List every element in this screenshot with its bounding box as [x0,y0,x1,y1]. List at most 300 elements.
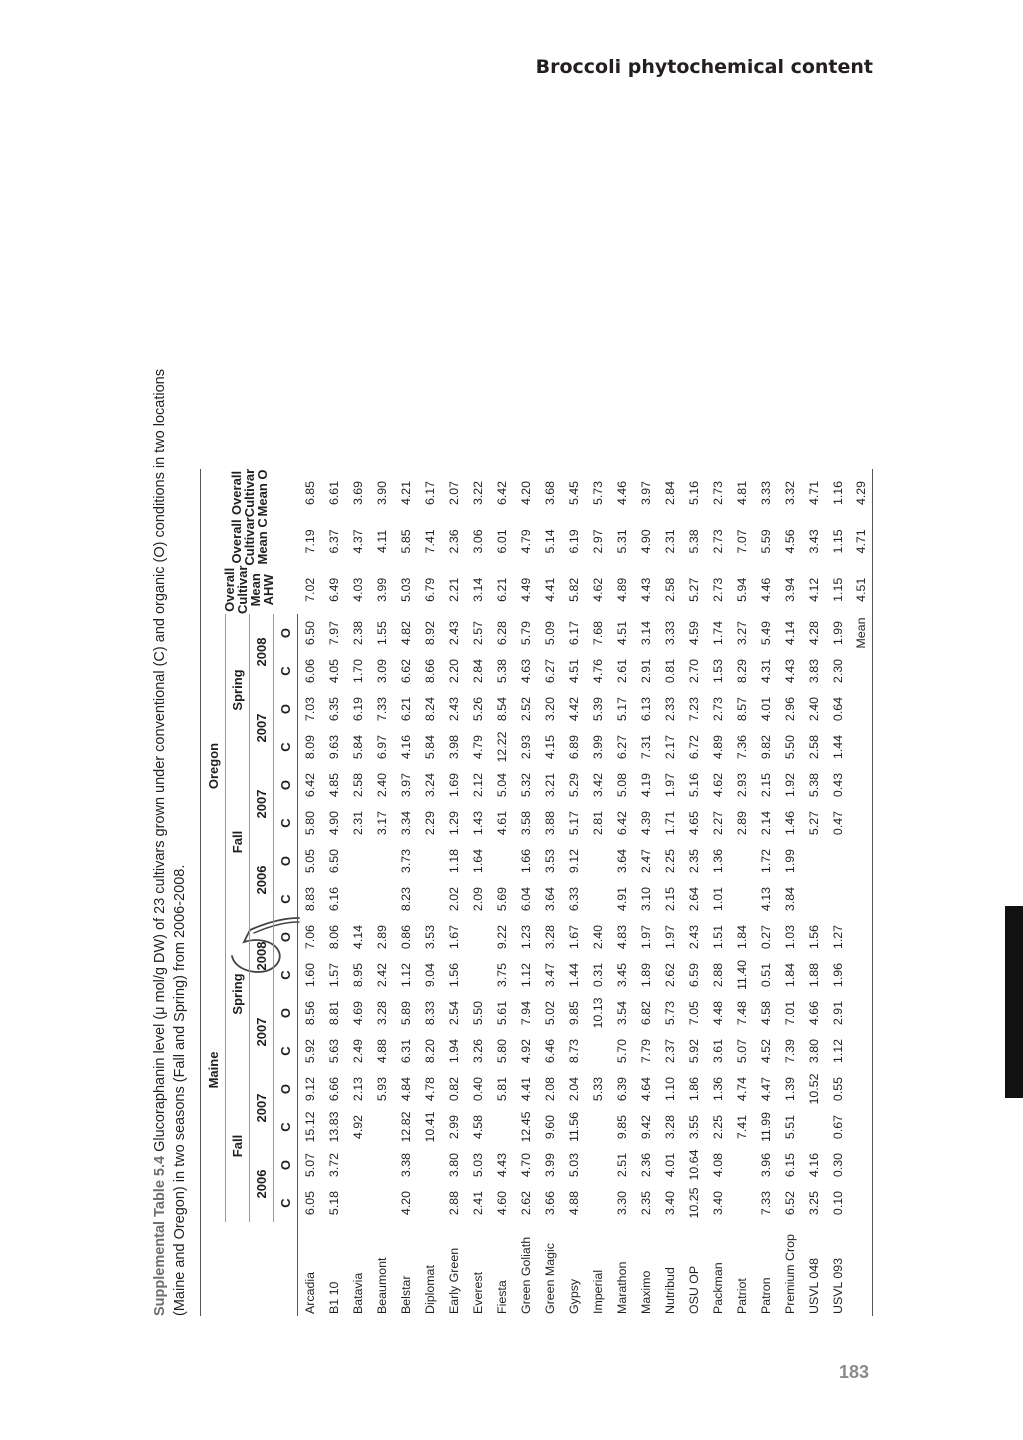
value-cell: 3.66 [543,1190,557,1216]
season-header: Fall [226,766,250,918]
value-cell: 4.61 [495,810,509,836]
value-cell: 5.04 [495,772,509,798]
value-cell: 1.16 [831,480,845,506]
value-cell: 1.10 [663,1076,677,1102]
value-cell: 6.42 [615,810,629,836]
table-row [586,469,610,1316]
value-cell: 5.18 [327,1190,341,1216]
value-cell: 3.80 [447,1152,461,1178]
value-cell [802,880,826,918]
value-cell: 4.85 [327,772,341,798]
value-cell: 15.12 [303,1111,317,1143]
value-cell: 2.42 [375,962,389,988]
value-cell: 8.54 [495,696,509,722]
value-cell: 2.84 [471,658,485,684]
value-cell: 6.31 [399,1038,413,1064]
mean-value: 4.71 [850,517,873,565]
value-cell [826,880,850,918]
value-cell: 2.35 [639,1190,653,1216]
value-cell: 5.32 [519,772,533,798]
value-cell: 5.85 [399,529,413,554]
value-cell: 2.73 [711,696,725,722]
value-cell: 5.84 [423,734,437,760]
value-cell: 6.66 [327,1076,341,1102]
value-cell: 7.33 [759,1190,773,1216]
value-cell: 4.78 [423,1076,437,1102]
value-cell: 4.16 [399,734,413,760]
value-cell: 4.05 [327,658,341,684]
value-cell: 3.99 [543,1152,557,1178]
cultivar-name: Marathon [615,1261,629,1314]
value-cell: 6.50 [327,848,341,874]
table-caption [150,336,190,1316]
treatment-header: O [274,842,298,880]
value-cell [802,1108,826,1146]
value-cell: 5.79 [519,620,533,646]
value-cell: 1.71 [663,810,677,836]
value-cell: 8.20 [423,1038,437,1064]
value-cell: 6.21 [399,696,413,722]
value-cell: 3.40 [663,1190,677,1216]
value-cell: 6.61 [327,480,341,506]
value-cell: 4.51 [567,658,581,684]
value-cell [730,880,754,918]
value-cell: 4.63 [519,658,533,684]
value-cell: 2.25 [711,1114,725,1140]
value-cell: 5.14 [543,529,557,554]
value-cell: 3.28 [375,1000,389,1026]
empty-cell [850,1108,873,1146]
cultivar-name: Arcadia [303,1271,317,1314]
value-cell: 1.89 [639,962,653,988]
value-cell: 5.03 [471,1152,485,1178]
cultivar-name: Green Magic [543,1243,557,1314]
cultivar-name: Fiesta [495,1280,509,1314]
value-cell: 4.52 [759,1038,773,1064]
value-cell: 1.15 [831,577,845,602]
treatment-header: C [274,728,298,766]
value-cell: 4.31 [759,658,773,684]
value-cell: 1.03 [783,924,797,950]
value-cell: 12.45 [519,1111,533,1143]
value-cell: 3.28 [663,1114,677,1140]
value-cell: 1.01 [711,886,725,912]
value-cell: 5.50 [471,1000,485,1026]
value-cell: 8.56 [303,1000,317,1026]
value-cell: 2.81 [591,810,605,836]
value-cell: 4.20 [519,480,533,506]
value-cell: 5.50 [783,734,797,760]
value-cell: 4.76 [591,658,605,684]
value-cell: 2.51 [615,1152,629,1178]
cultivar-name: Patriot [735,1278,749,1314]
value-cell: 3.99 [591,734,605,760]
value-cell: 4.43 [495,1152,509,1178]
value-cell: 8.66 [423,658,437,684]
table-row [322,469,346,1316]
value-cell: 1.74 [711,620,725,646]
empty-cell [850,804,873,842]
value-cell: 4.01 [663,1152,677,1178]
value-cell: 3.26 [471,1038,485,1064]
value-cell: 0.27 [759,924,773,950]
value-cell: 5.02 [543,1000,557,1026]
value-cell: 3.30 [615,1190,629,1216]
value-cell: 3.43 [807,529,821,554]
empty-cell [850,766,873,804]
table-row [730,469,754,1316]
value-cell: 5.39 [591,696,605,722]
value-cell [346,1184,370,1222]
year-header: 2006 [250,1146,274,1222]
value-cell [586,1146,610,1184]
value-cell: 7.39 [783,1038,797,1064]
value-cell: 5.29 [567,772,581,798]
value-cell: 2.37 [663,1038,677,1064]
value-cell: 4.81 [735,480,749,506]
value-cell: 2.27 [711,810,725,836]
value-cell: 2.88 [447,1190,461,1216]
empty-cell [850,1146,873,1184]
value-cell: 3.40 [711,1190,725,1216]
value-cell: 1.56 [447,962,461,988]
value-cell: 2.25 [663,848,677,874]
value-cell: 2.64 [687,886,701,912]
value-cell: 3.72 [327,1152,341,1178]
value-cell: 1.27 [831,924,845,950]
value-cell: 10.52 [807,1073,821,1105]
value-cell: 4.15 [543,734,557,760]
value-cell: 2.14 [759,810,773,836]
value-cell: 5.17 [615,696,629,722]
value-cell: 6.82 [639,1000,653,1026]
value-cell: 4.43 [783,658,797,684]
value-cell [346,842,370,880]
table-row [754,469,778,1316]
value-cell: 2.58 [807,734,821,760]
value-cell: 2.57 [471,620,485,646]
value-cell: 3.83 [807,658,821,684]
value-cell: 5.17 [567,810,581,836]
value-cell: 2.15 [759,772,773,798]
value-cell: 5.09 [543,620,557,646]
table-row [538,469,562,1316]
treatment-header: C [274,1032,298,1070]
cultivar-name: Patron [759,1277,773,1314]
value-cell: 4.03 [351,577,365,602]
value-cell: 3.68 [543,480,557,506]
value-cell: 11.99 [759,1111,773,1143]
value-cell: 0.81 [663,658,677,684]
value-cell: 6.37 [327,529,341,554]
value-cell: 4.70 [519,1152,533,1178]
value-cell: 5.07 [735,1038,749,1064]
value-cell: 2.09 [471,886,485,912]
empty-cell [850,1184,873,1222]
value-cell: 5.33 [591,1076,605,1102]
value-cell: 3.34 [399,810,413,836]
value-cell [490,842,514,880]
season-header: Spring [226,614,250,766]
value-cell: 2.73 [711,577,725,602]
value-cell: 1.64 [471,848,485,874]
treatment-header: O [274,614,298,652]
value-cell: 2.58 [663,577,677,602]
value-cell: 0.51 [759,962,773,988]
cultivar-name: USVL 093 [831,1257,845,1314]
mean-row [850,469,873,1316]
table-row [346,469,370,1316]
value-cell: 3.21 [543,772,557,798]
value-cell: 2.52 [519,696,533,722]
value-cell: 4.20 [399,1190,413,1216]
value-cell: 4.71 [807,480,821,506]
corner-cell [201,1222,226,1316]
value-cell: 4.28 [807,620,821,646]
value-cell: 2.29 [423,810,437,836]
value-cell: 5.89 [399,1000,413,1026]
treatment-header: C [274,1108,298,1146]
value-cell: 2.43 [687,924,701,950]
value-cell: 2.15 [663,886,677,912]
season-header: Fall [226,1070,250,1222]
table-row [634,469,658,1316]
value-cell: 3.28 [543,924,557,950]
empty-cell [850,1032,873,1070]
value-cell: 11.56 [567,1111,581,1143]
value-cell: 8.29 [735,658,749,684]
cultivar-name: Diplomat [423,1265,437,1314]
value-cell: 5.59 [759,529,773,554]
value-cell: 0.40 [471,1076,485,1102]
value-cell: 6.59 [687,962,701,988]
value-cell: 4.90 [639,529,653,554]
empty-cell [850,690,873,728]
value-cell: 5.49 [759,620,773,646]
table-row [394,469,418,1316]
value-cell: 1.60 [303,962,317,988]
value-cell: 1.99 [831,620,845,646]
value-cell: 1.29 [447,810,461,836]
value-cell: 0.10 [831,1190,845,1216]
value-cell: 2.89 [735,810,749,836]
cultivar-name: Gypsy [567,1278,581,1314]
value-cell: 2.91 [831,1000,845,1026]
value-cell: 4.51 [615,620,629,646]
value-cell: 4.79 [519,529,533,554]
value-cell: 3.47 [543,962,557,988]
year-header: 2008 [250,614,274,690]
value-cell: 5.07 [303,1152,317,1178]
value-cell: 5.38 [687,529,701,554]
value-cell: 5.92 [303,1038,317,1064]
value-cell: 6.62 [399,658,413,684]
value-cell: 3.80 [807,1038,821,1064]
value-cell: 4.42 [567,696,581,722]
value-cell: 0.82 [447,1076,461,1102]
value-cell: 5.26 [471,696,485,722]
table-row [442,469,466,1316]
value-cell: 6.85 [302,480,317,506]
value-cell: 9.12 [303,1076,317,1102]
value-cell: 0.31 [591,962,605,988]
value-cell: 6.52 [783,1190,797,1216]
value-cell: 1.84 [783,962,797,988]
value-cell: 2.43 [447,696,461,722]
value-cell: 1.12 [519,962,533,988]
treatment-header: O [274,1146,298,1184]
value-cell [370,880,394,918]
value-cell: 2.62 [519,1190,533,1216]
value-cell: 1.53 [711,658,725,684]
value-cell: 6.49 [327,577,341,602]
value-cell: 3.09 [375,658,389,684]
value-cell: 7.07 [735,529,749,554]
value-cell: 2.40 [807,696,821,722]
value-cell: 6.19 [567,529,581,554]
value-cell: 9.12 [567,848,581,874]
value-cell: 1.36 [711,1076,725,1102]
value-cell: 3.97 [639,480,653,506]
value-cell: 7.41 [423,529,437,554]
empty-cell [850,994,873,1032]
value-cell: 3.55 [687,1114,701,1140]
value-cell: 4.39 [639,810,653,836]
value-cell: 2.36 [639,1152,653,1178]
value-cell: 6.21 [495,577,509,602]
value-cell: 6.27 [615,734,629,760]
value-cell: 6.19 [351,696,365,722]
value-cell: 7.01 [783,1000,797,1026]
value-cell: 3.58 [519,810,533,836]
value-cell: 4.11 [375,529,389,553]
value-cell: 3.42 [591,772,605,798]
value-cell: 7.48 [735,1000,749,1026]
value-cell: 2.41 [471,1190,485,1216]
value-cell: 3.20 [543,696,557,722]
value-cell: 8.09 [303,734,317,760]
table-row [706,469,730,1316]
table-row [610,469,634,1316]
cultivar-name: Everest [471,1271,485,1314]
treatment-header: C [274,956,298,994]
value-cell: 3.64 [543,886,557,912]
value-cell: 2.99 [447,1114,461,1140]
value-cell: 5.70 [615,1038,629,1064]
empty-cell [850,652,873,690]
value-cell: 1.36 [711,848,725,874]
cultivar-name: Packman [711,1262,725,1314]
value-cell: 7.02 [302,577,317,602]
value-cell [370,1184,394,1222]
value-cell: 2.61 [615,658,629,684]
season-header: Spring [226,918,250,1070]
value-cell [586,842,610,880]
value-cell [370,1108,394,1146]
value-cell [370,1146,394,1184]
value-cell: 3.10 [639,886,653,912]
value-cell: 6.06 [303,658,317,684]
value-cell: 6.13 [639,696,653,722]
value-cell: 9.60 [543,1114,557,1140]
value-cell: 4.90 [327,810,341,836]
value-cell: 4.62 [711,772,725,798]
value-cell: 3.17 [375,810,389,836]
value-cell: 4.58 [471,1114,485,1140]
value-cell: 1.12 [399,962,413,988]
value-cell: 2.54 [447,1000,461,1026]
table-row [778,469,802,1316]
value-cell [418,1184,442,1222]
value-cell: 10.13 [591,997,605,1029]
value-cell: 2.30 [831,658,845,684]
value-cell [586,1184,610,1222]
value-cell: 3.06 [471,529,485,554]
value-cell: 4.12 [807,577,821,602]
value-cell: 4.58 [759,1000,773,1026]
value-cell: 7.05 [687,1000,701,1026]
value-cell: 2.97 [591,529,605,554]
cultivar-name: Premium Crop [783,1234,797,1314]
value-cell: 6.89 [567,734,581,760]
caption-label: Supplemental Table 5.4 [152,1155,168,1316]
value-cell: 3.53 [423,924,437,950]
value-cell: 3.64 [615,848,629,874]
value-cell: 6.42 [303,772,317,798]
value-cell: 11.40 [735,959,749,991]
value-cell: 5.16 [687,772,701,798]
value-cell: 4.13 [759,886,773,912]
table-row [826,469,850,1316]
value-cell: 10.41 [423,1111,437,1143]
value-cell: 3.24 [423,772,437,798]
value-cell: 7.23 [687,696,701,722]
value-cell: 4.41 [519,1076,533,1102]
value-cell: 6.01 [495,529,509,554]
value-cell: 4.88 [567,1190,581,1216]
value-cell: 6.16 [327,886,341,912]
value-cell: 5.80 [495,1038,509,1064]
value-cell: 4.49 [519,577,533,602]
value-cell [730,842,754,880]
year-header: 2007 [250,994,274,1070]
value-cell: 2.31 [663,529,677,554]
value-cell: 2.84 [663,480,677,506]
value-cell: 3.27 [735,620,749,646]
value-cell: 2.91 [639,658,653,684]
value-cell: 3.14 [639,620,653,646]
value-cell: 6.33 [567,886,581,912]
value-cell: 1.44 [831,734,845,760]
value-cell: 5.92 [687,1038,701,1064]
value-cell: 6.97 [375,734,389,760]
value-cell: 5.38 [495,658,509,684]
value-cell: 4.89 [711,734,725,760]
value-cell: 3.61 [711,1038,725,1064]
value-cell: 9.63 [327,734,341,760]
value-cell: 1.72 [759,848,773,874]
value-cell: 1.86 [687,1076,701,1102]
value-cell: 1.43 [471,810,485,836]
value-cell: 4.64 [639,1076,653,1102]
value-cell: 1.55 [375,620,389,646]
value-cell: 1.84 [735,924,749,950]
value-cell: 3.22 [471,480,485,506]
value-cell: 1.99 [783,848,797,874]
value-cell: 3.14 [471,577,485,602]
value-cell [802,842,826,880]
value-cell: 9.85 [615,1114,629,1140]
